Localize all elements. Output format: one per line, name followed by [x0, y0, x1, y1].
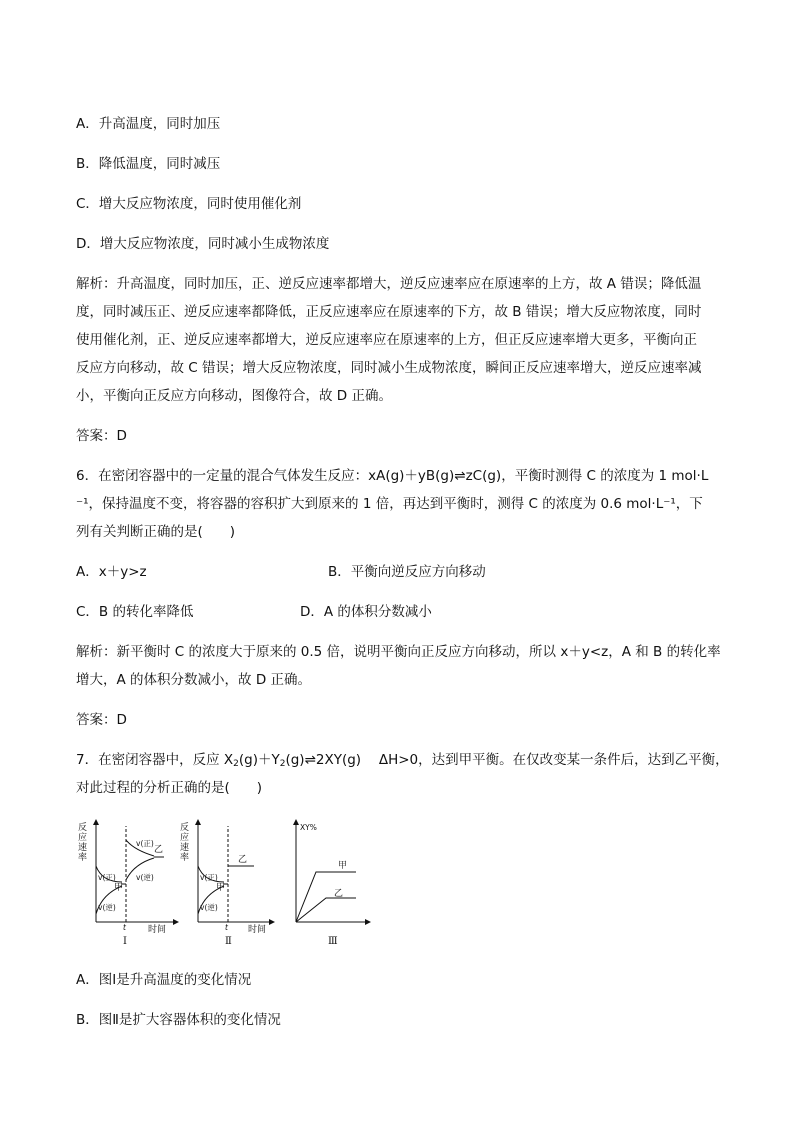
fig2-v-reverse: v(逆) — [200, 903, 218, 912]
q5-option-b: B．降低温度，同时减压 — [76, 156, 221, 172]
q7-stem-line: 对此过程的分析正确的是( ) — [76, 780, 263, 796]
q6-option-a: A．x＋y>z — [76, 564, 147, 580]
fig1-ylabel: 反 — [78, 823, 88, 833]
q5-analysis-line: 反应方向移动，故 C 错误；增大反应物浓度，同时减小生成物浓度，瞬间正反应速率增大，逆反应速率减 — [76, 360, 702, 376]
fig2-yi: 乙 — [238, 855, 248, 865]
fig2-ylabel: 速 — [180, 843, 190, 853]
fig1-yi: 乙 — [154, 845, 164, 855]
fig2-xlabel: 时间 — [248, 925, 267, 935]
fig3-roman-label: Ⅲ — [328, 936, 338, 947]
figure-2 — [180, 821, 272, 947]
q6-answer: 答案：D — [76, 712, 127, 728]
figure-1 — [78, 821, 176, 947]
q7-stem-mid: (g)＋Y — [238, 752, 280, 768]
q5-option-c: C．增大反应物浓度，同时使用催化剂 — [76, 196, 302, 212]
q5-analysis-line: 解析：升高温度，同时加压，正、逆反应速率都增大，逆反应速率应在原速率的上方，故 A 错误；降低温 — [76, 276, 702, 292]
fig1-ylabel: 速 — [78, 843, 88, 853]
q6-option-b: B．平衡向逆反应方向移动 — [328, 564, 486, 580]
fig1-v-reverse: v(逆) — [98, 903, 116, 912]
q7-stem-mid: (g)⇌2XY(g) ΔH>0，达到甲平衡。在仅改变某一条件后，达到乙平衡， — [285, 752, 729, 768]
fig1-t-label: t — [123, 923, 126, 932]
q5-option-d: D．增大反应物浓度，同时减小生成物浓度 — [76, 236, 330, 252]
q5-analysis-line: 度，同时减压正、逆反应速率都降低，正反应速率应在原速率的下方，故 B 错误；增大反应物浓度，同时 — [76, 304, 702, 320]
q6-analysis-line: 解析：新平衡时 C 的浓度大于原来的 0.5 倍，说明平衡向正反应方向移动，所以 x＋y<z，A 和 B 的转化率 — [76, 644, 721, 660]
q7-stem-subscript: 2 — [279, 759, 286, 769]
q5-option-a: A．升高温度，同时加压 — [76, 116, 221, 132]
fig2-jia: 甲 — [216, 883, 226, 893]
fig3-jia: 甲 — [338, 861, 348, 871]
fig1-v-forward: v(正) — [98, 873, 116, 882]
q5-answer: 答案：D — [76, 428, 127, 444]
q6-option-c: C．B 的转化率降低 — [76, 604, 194, 620]
figure-3 — [296, 822, 368, 947]
fig3-yi: 乙 — [334, 889, 344, 899]
q7-stem-subscript: 2 — [233, 759, 239, 769]
fig3-curve-yi — [296, 898, 356, 922]
fig2-ylabel: 反 — [180, 823, 190, 833]
q6-option-d: D．A 的体积分数减小 — [300, 604, 432, 620]
q7-stem-line — [76, 750, 729, 770]
fig1-v-forward: v(正) — [136, 839, 154, 848]
fig1-xlabel: 时间 — [148, 925, 167, 935]
q6-stem-line: ⁻¹，保持温度不变，将容器的容积扩大到原来的 1 倍，再达到平衡时，测得 C 的浓度为 0.6 mol·L⁻¹，下 — [76, 496, 703, 512]
fig1-ylabel: 应 — [78, 833, 88, 843]
q7-option-b: B．图Ⅱ是扩大容器体积的变化情况 — [76, 1012, 281, 1028]
q6-stem-line: 列有关判断正确的是( ) — [76, 524, 236, 540]
q5-analysis-line: 使用催化剂，正、逆反应速率都增大，逆反应速率应在原速率的上方，但正反应速率增大更多，平衡向正 — [76, 332, 697, 348]
fig2-roman-label: Ⅱ — [225, 936, 232, 947]
fig1-ylabel: 率 — [78, 853, 88, 863]
fig1-jia: 甲 — [114, 883, 124, 893]
fig2-v-forward: v(正) — [200, 873, 218, 882]
fig1-v-reverse: v(逆) — [136, 873, 154, 882]
fig2-ylabel: 率 — [180, 853, 190, 863]
fig2-t-label: t — [225, 923, 228, 932]
q7-option-a: A．图Ⅰ是升高温度的变化情况 — [76, 972, 252, 988]
q6-stem-line: 6．在密闭容器中的一定量的混合气体发生反应：xA(g)＋yB(g)⇌zC(g)，平衡时测得 C 的浓度为 1 mol·L — [76, 468, 709, 484]
q5-analysis-line: 小，平衡向正反应方向移动，图像符合，故 D 正确。 — [76, 388, 392, 404]
q7-figure-svg — [76, 816, 376, 952]
q6-analysis-line: 增大，A 的体积分数减小，故 D 正确。 — [76, 672, 312, 688]
q7-figures — [76, 816, 376, 952]
fig1-roman-label: Ⅰ — [123, 936, 127, 947]
fig2-ylabel: 应 — [180, 833, 190, 843]
fig3-ylabel: XY% — [300, 823, 317, 832]
q7-stem-pre: 7．在密闭容器中，反应 X — [76, 752, 234, 768]
